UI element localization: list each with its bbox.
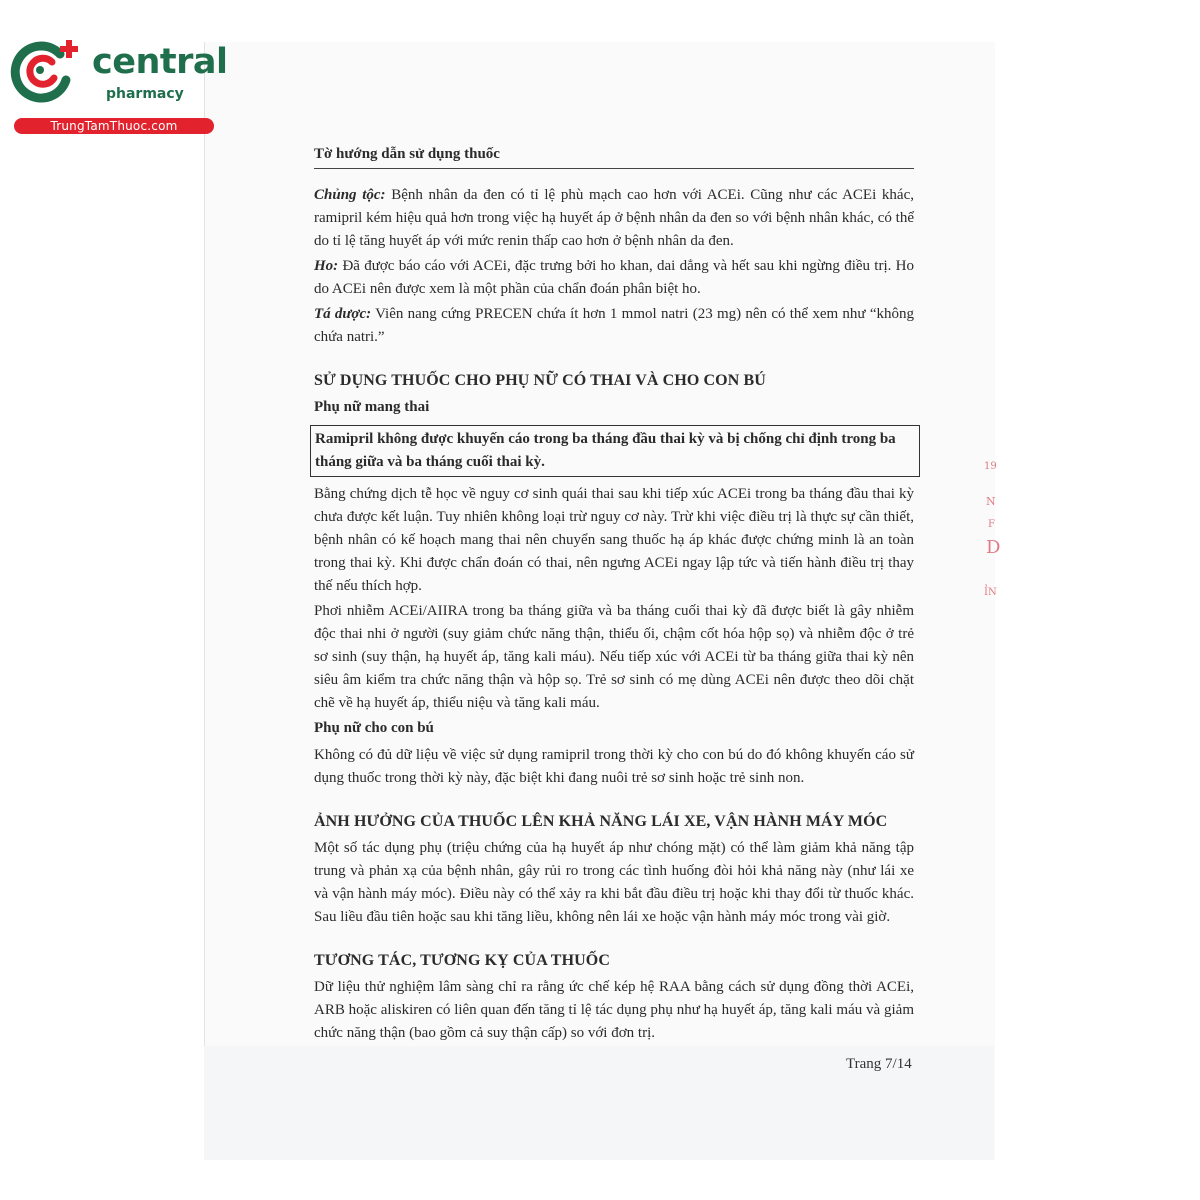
warning-box: Ramipril không được khuyến cáo trong ba tháng đầu thai kỳ và bị chống chỉ định trong ba tháng giữa và ba tháng cuối thai kỳ. (310, 425, 920, 477)
lead-label: Tá dược: (314, 306, 372, 322)
paragraph-breastfeeding: Không có đủ dữ liệu về việc sử dụng ramipril trong thời kỳ cho con bú do đó không khuyến cáo sử dụng thuốc trong thời kỳ này, đặc biệt khi đang nuôi trẻ sơ sinh hoặc trẻ sinh non. (314, 747, 914, 786)
lead-label: Ho: (314, 258, 339, 274)
section-title-interactions: TƯƠNG TÁC, TƯƠNG KỴ CỦA THUỐC (314, 952, 610, 969)
document-body (314, 184, 914, 1047)
paragraph-text: Bệnh nhân da đen có tỉ lệ phù mạch cao hơn với ACEi. Cũng như các ACEi khác, ramipril kém hiệu quả hơn trong việc hạ huyết áp ở bệnh nhân da đen so với bệnh nhân khác, có thể do tỉ lệ tăng huyết áp với mức renin thấp cao hơn ở bệnh nhân da đen. (314, 187, 914, 249)
page-number: Trang 7/14 (846, 1056, 912, 1072)
subheading-breastfeeding: Phụ nữ cho con bú (314, 720, 434, 736)
paragraph-interactions: Dữ liệu thử nghiệm lâm sàng chỉ ra rằng ức chế kép hệ RAA bằng cách sử dụng đồng thời ACEi, ARB hoặc aliskiren có liên quan đến tăng tỉ lệ tác dụng phụ như hạ huyết áp, tăng kali máu và giảm chức năng thận (bao gồm cả suy thận cấp) so với đơn trị. (314, 979, 914, 1041)
paragraph-driving: Một số tác dụng phụ (triệu chứng của hạ huyết áp như chóng mặt) có thể làm giảm khả năng tập trung và phản xạ của bệnh nhân, gây rủi ro trong các tình huống đòi hỏi khả năng này (như lái xe và vận hành máy móc). Điều này có thể xảy ra khi bắt đầu điều trị hoặc khi thay đổi từ thuốc khác. Sau liều đầu tiên hoặc sau khi tăng liều, không nên lái xe hoặc vận hành máy móc trong vài giờ. (314, 840, 914, 925)
svg-text:ỈN: ỈN (984, 587, 997, 598)
svg-text:19: 19 (984, 461, 997, 472)
pharmacy-cross-icon (8, 36, 88, 106)
svg-text:D: D (986, 537, 1001, 558)
svg-text:N: N (986, 495, 996, 508)
paragraph-excipient (314, 303, 914, 349)
paragraph-text: Viên nang cứng PRECEN chứa ít hơn 1 mmol natri (23 mg) nên có thể xem như “không chứa natri.” (314, 306, 914, 345)
paragraph-cough (314, 255, 914, 301)
lead-label: Chủng tộc: (314, 187, 386, 203)
paragraph-pregnancy-1: Bằng chứng dịch tễ học về nguy cơ sinh quái thai sau khi tiếp xúc ACEi trong ba tháng đầu thai kỳ chưa được kết luận. Tuy nhiên không loại trừ nguy cơ này. Trừ khi việc điều trị là thực sự cần thiết, bệnh nhân có kế hoạch mang thai nên chuyển sang thuốc hạ áp khác được chứng minh là an toàn trong thai kỳ. Khi được chẩn đoán có thai, nên ngưng ACEi ngay lập tức và tiến hành điều trị thay thế nếu thích hợp. (314, 486, 914, 594)
brand-name: central (92, 42, 228, 82)
brand-url-link[interactable]: TrungTamThuoc.com (14, 118, 214, 134)
brand-subtitle: pharmacy (106, 86, 184, 102)
paragraph-text: Đã được báo cáo với ACEi, đặc trưng bởi ho khan, dai dẳng và hết sau khi ngừng điều trị. Ho do ACEi nên được xem là một phần của chẩn đoán phân biệt ho. (314, 258, 914, 297)
section-title-pregnancy: SỬ DỤNG THUỐC CHO PHỤ NỮ CÓ THAI VÀ CHO CON BÚ (314, 372, 766, 389)
paragraph-pregnancy-2: Phơi nhiễm ACEi/AIIRA trong ba tháng giữa và ba tháng cuối thai kỳ đã được biết là gây nhiễm độc thai nhi ở người (suy giảm chức năng thận, thiểu ối, chậm cốt hóa hộp sọ) và nhiễm độc ở trẻ sơ sinh (suy thận, hạ huyết áp, tăng kali máu). Nếu tiếp xúc với ACEi từ ba tháng giữa thai kỳ nên siêu âm kiểm tra chức năng thận và hộp sọ. Trẻ sơ sinh có mẹ dùng ACEi nên được theo dõi chặt chẽ về hạ huyết áp, thiểu niệu và tăng kali máu. (314, 603, 914, 711)
svg-text:F: F (988, 519, 995, 530)
paragraph-race (314, 184, 914, 253)
red-stamp-mark (982, 455, 1001, 605)
subheading-pregnant-women: Phụ nữ mang thai (314, 399, 430, 415)
central-pharmacy-logo[interactable] (8, 36, 228, 136)
document-header: Tờ hướng dẫn sử dụng thuốc (314, 146, 914, 169)
section-title-driving: ẢNH HƯỞNG CỦA THUỐC LÊN KHẢ NĂNG LÁI XE, VẬN HÀNH MÁY MÓC (314, 813, 888, 830)
